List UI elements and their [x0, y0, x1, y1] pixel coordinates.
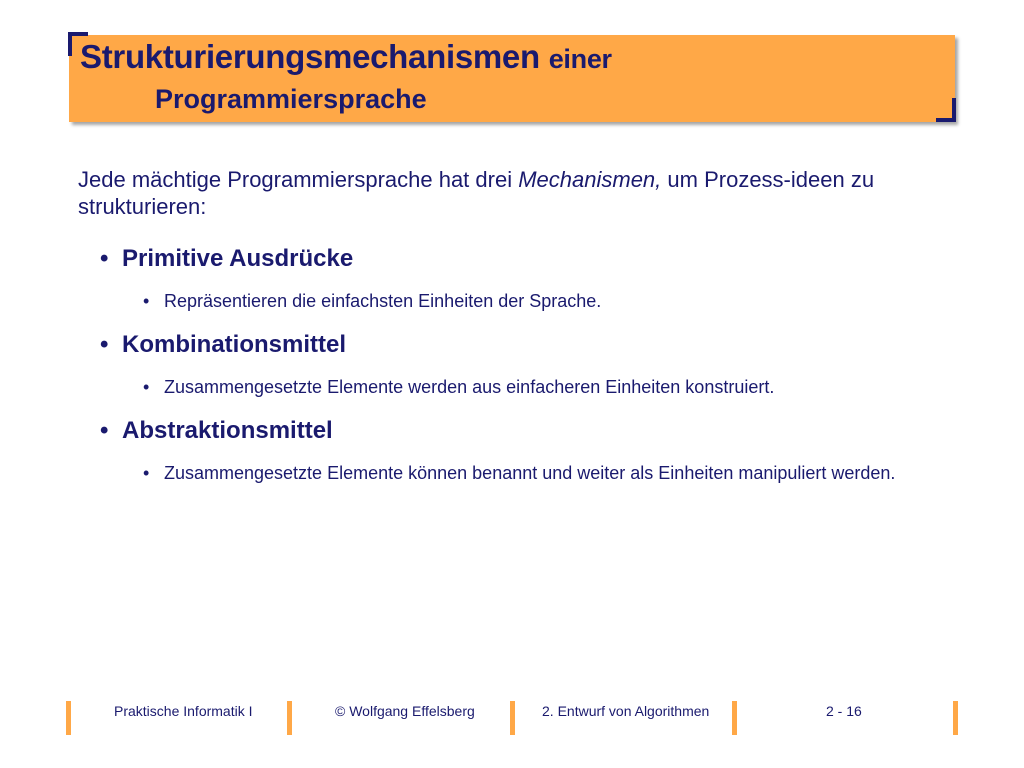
slide-title-line2: Programmiersprache [155, 84, 427, 114]
bullet-dot: • [100, 331, 109, 358]
intro-emphasis: Mechanismen, [518, 167, 662, 192]
footer-divider [732, 701, 737, 735]
footer-divider [510, 701, 515, 735]
bullet-primitive [100, 245, 353, 273]
intro-after: um Prozess-ideen zu strukturieren: [78, 167, 875, 219]
bullet-dot: • [100, 417, 109, 444]
subbullet-text: Repräsentieren die einfachsten Einheiten der Sprache. [164, 291, 602, 311]
intro-paragraph [78, 166, 928, 220]
subbullet-dot: • [143, 291, 150, 311]
subbullet-primitive [143, 289, 943, 313]
footer-divider [287, 701, 292, 735]
subbullet-text: Zusammengesetzte Elemente können benannt und weiter als Einheiten manipuliert werden. [164, 463, 896, 483]
footer-divider [953, 701, 958, 735]
intro-before: Jede mächtige Programmiersprache hat drei [78, 167, 519, 192]
subbullet-dot: • [143, 377, 150, 397]
bullet-dot: • [100, 245, 109, 272]
footer-chapter: 2. Entwurf von Algorithmen [542, 703, 710, 719]
corner-bracket-bottom-right [936, 98, 956, 122]
footer-page-number: 2 - 16 [826, 703, 862, 719]
bullet-label: Abstraktionsmittel [122, 417, 333, 444]
footer-divider [66, 701, 71, 735]
title-main: Strukturierungsmechanismen [80, 38, 540, 75]
bullet-abstraktion [100, 417, 333, 445]
bullet-kombination [100, 331, 346, 359]
subbullet-text: Zusammengesetzte Elemente werden aus einfacheren Einheiten konstruiert. [164, 377, 775, 397]
subbullet-abstraktion [143, 461, 903, 485]
slide-title-line1 [80, 38, 612, 76]
subbullet-kombination [143, 375, 943, 399]
bullet-label: Primitive Ausdrücke [122, 245, 354, 272]
footer-course: Praktische Informatik I [114, 703, 253, 719]
bullet-label: Kombinationsmittel [122, 331, 347, 358]
footer-author: © Wolfgang Effelsberg [335, 703, 475, 719]
title-tail: einer [548, 44, 612, 74]
subbullet-dot: • [143, 463, 150, 483]
